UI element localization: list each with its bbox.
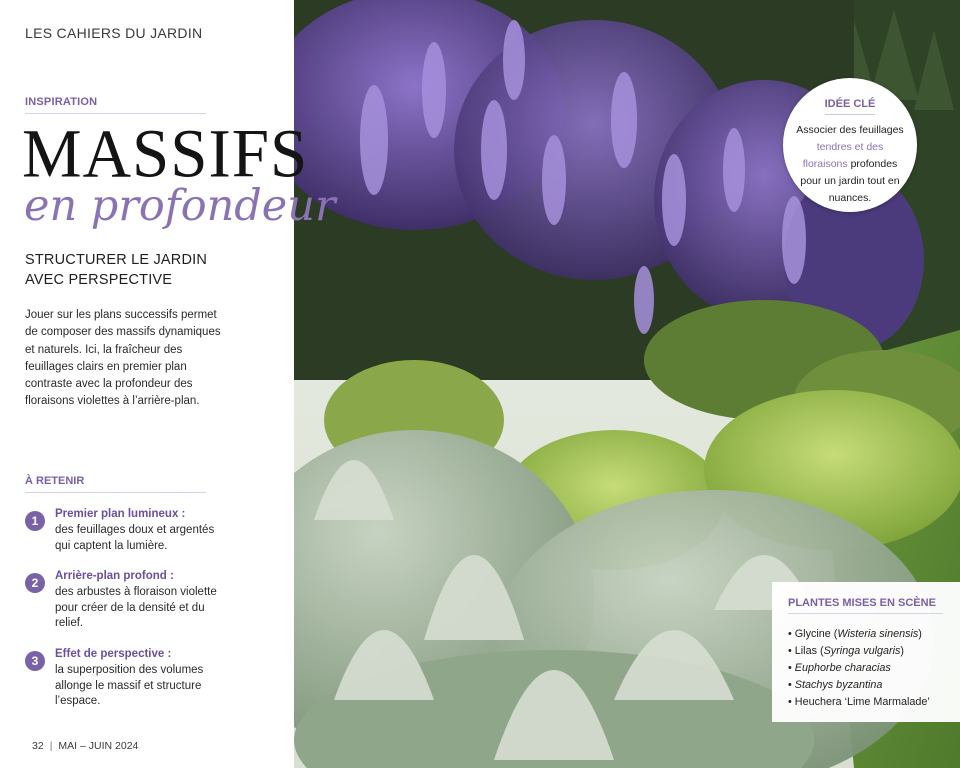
plant-latin: Syringa vulgaris bbox=[823, 645, 901, 657]
plant-latin: Stachys byzantina bbox=[794, 679, 883, 691]
article-subtitle: en profondeur bbox=[24, 181, 336, 231]
plant-latin: Euphorbe characias bbox=[794, 662, 891, 674]
lead-paragraph: Jouer sur les plans successifs permet de composer des massifs dynamiques et naturels. Ici, la fraîcheur des feuillages clairs en premier plan contraste avec la profondeur des floraisons violettes à l’arrière-plan. bbox=[25, 309, 221, 408]
number-badge: 1 bbox=[25, 511, 45, 531]
issue-date: MAI – JUIN 2024 bbox=[58, 740, 139, 752]
plant-tail: ‘Lime Marmalade’ bbox=[844, 696, 930, 708]
section-kicker: INSPIRATION bbox=[25, 96, 98, 108]
deck-line-1: STRUCTURER LE JARDIN bbox=[25, 252, 208, 268]
plant-latin: Wisteria sinensis bbox=[837, 628, 919, 640]
key-idea-part2: profondes pour un jardin tout en nuances. bbox=[800, 158, 900, 204]
article-title: MASSIFS bbox=[22, 116, 309, 192]
plants-title: PLANTES MISES EN SCÈNE bbox=[788, 597, 936, 609]
key-idea-part1: Associer des feuillages bbox=[796, 124, 904, 136]
page-footer bbox=[32, 740, 138, 752]
point-body: des arbustes à floraison violette pour créer de la densité et du relief. bbox=[55, 586, 217, 629]
retain-divider bbox=[25, 492, 206, 493]
plant-common: Heuchera bbox=[794, 696, 845, 708]
plant-item bbox=[788, 694, 930, 711]
plants-box bbox=[772, 582, 960, 722]
plant-common: Lilas ( bbox=[794, 645, 824, 657]
key-idea-divider bbox=[825, 114, 875, 115]
point-body: la superposition des volumes allonge le massif et structure l’espace. bbox=[55, 664, 204, 707]
retain-heading: À RETENIR bbox=[25, 475, 85, 487]
point-heading: Effet de perspective : bbox=[55, 648, 172, 660]
footer-separator: | bbox=[49, 740, 53, 752]
point-heading: Arrière-plan profond : bbox=[55, 570, 174, 582]
number-badge: 2 bbox=[25, 573, 45, 593]
plant-tail: ) bbox=[918, 628, 922, 640]
key-idea-text bbox=[793, 122, 907, 207]
point-body: des feuillages doux et argentés qui captent la lumière. bbox=[55, 524, 215, 552]
plants-divider bbox=[788, 613, 943, 614]
plants-list bbox=[788, 626, 930, 711]
text-column bbox=[0, 0, 309, 768]
key-idea-title: IDÉE CLÉ bbox=[824, 98, 876, 110]
plant-item bbox=[788, 677, 930, 694]
point-heading: Premier plan lumineux : bbox=[55, 508, 186, 520]
key-idea-badge bbox=[783, 78, 917, 212]
key-idea-accent: tendres et des floraisons bbox=[802, 141, 884, 170]
deck-line-2: AVEC PERSPECTIVE bbox=[25, 272, 173, 288]
number-badge: 3 bbox=[25, 651, 45, 671]
plant-item bbox=[788, 660, 930, 677]
plant-tail: ) bbox=[900, 645, 905, 657]
plant-item bbox=[788, 643, 930, 660]
page-number: 32 bbox=[32, 740, 44, 752]
plant-item bbox=[788, 626, 930, 643]
kicker-divider bbox=[25, 113, 206, 114]
plant-common: Glycine ( bbox=[794, 628, 838, 640]
magazine-name: LES CAHIERS DU JARDIN bbox=[25, 25, 203, 41]
article-deck bbox=[25, 250, 275, 290]
